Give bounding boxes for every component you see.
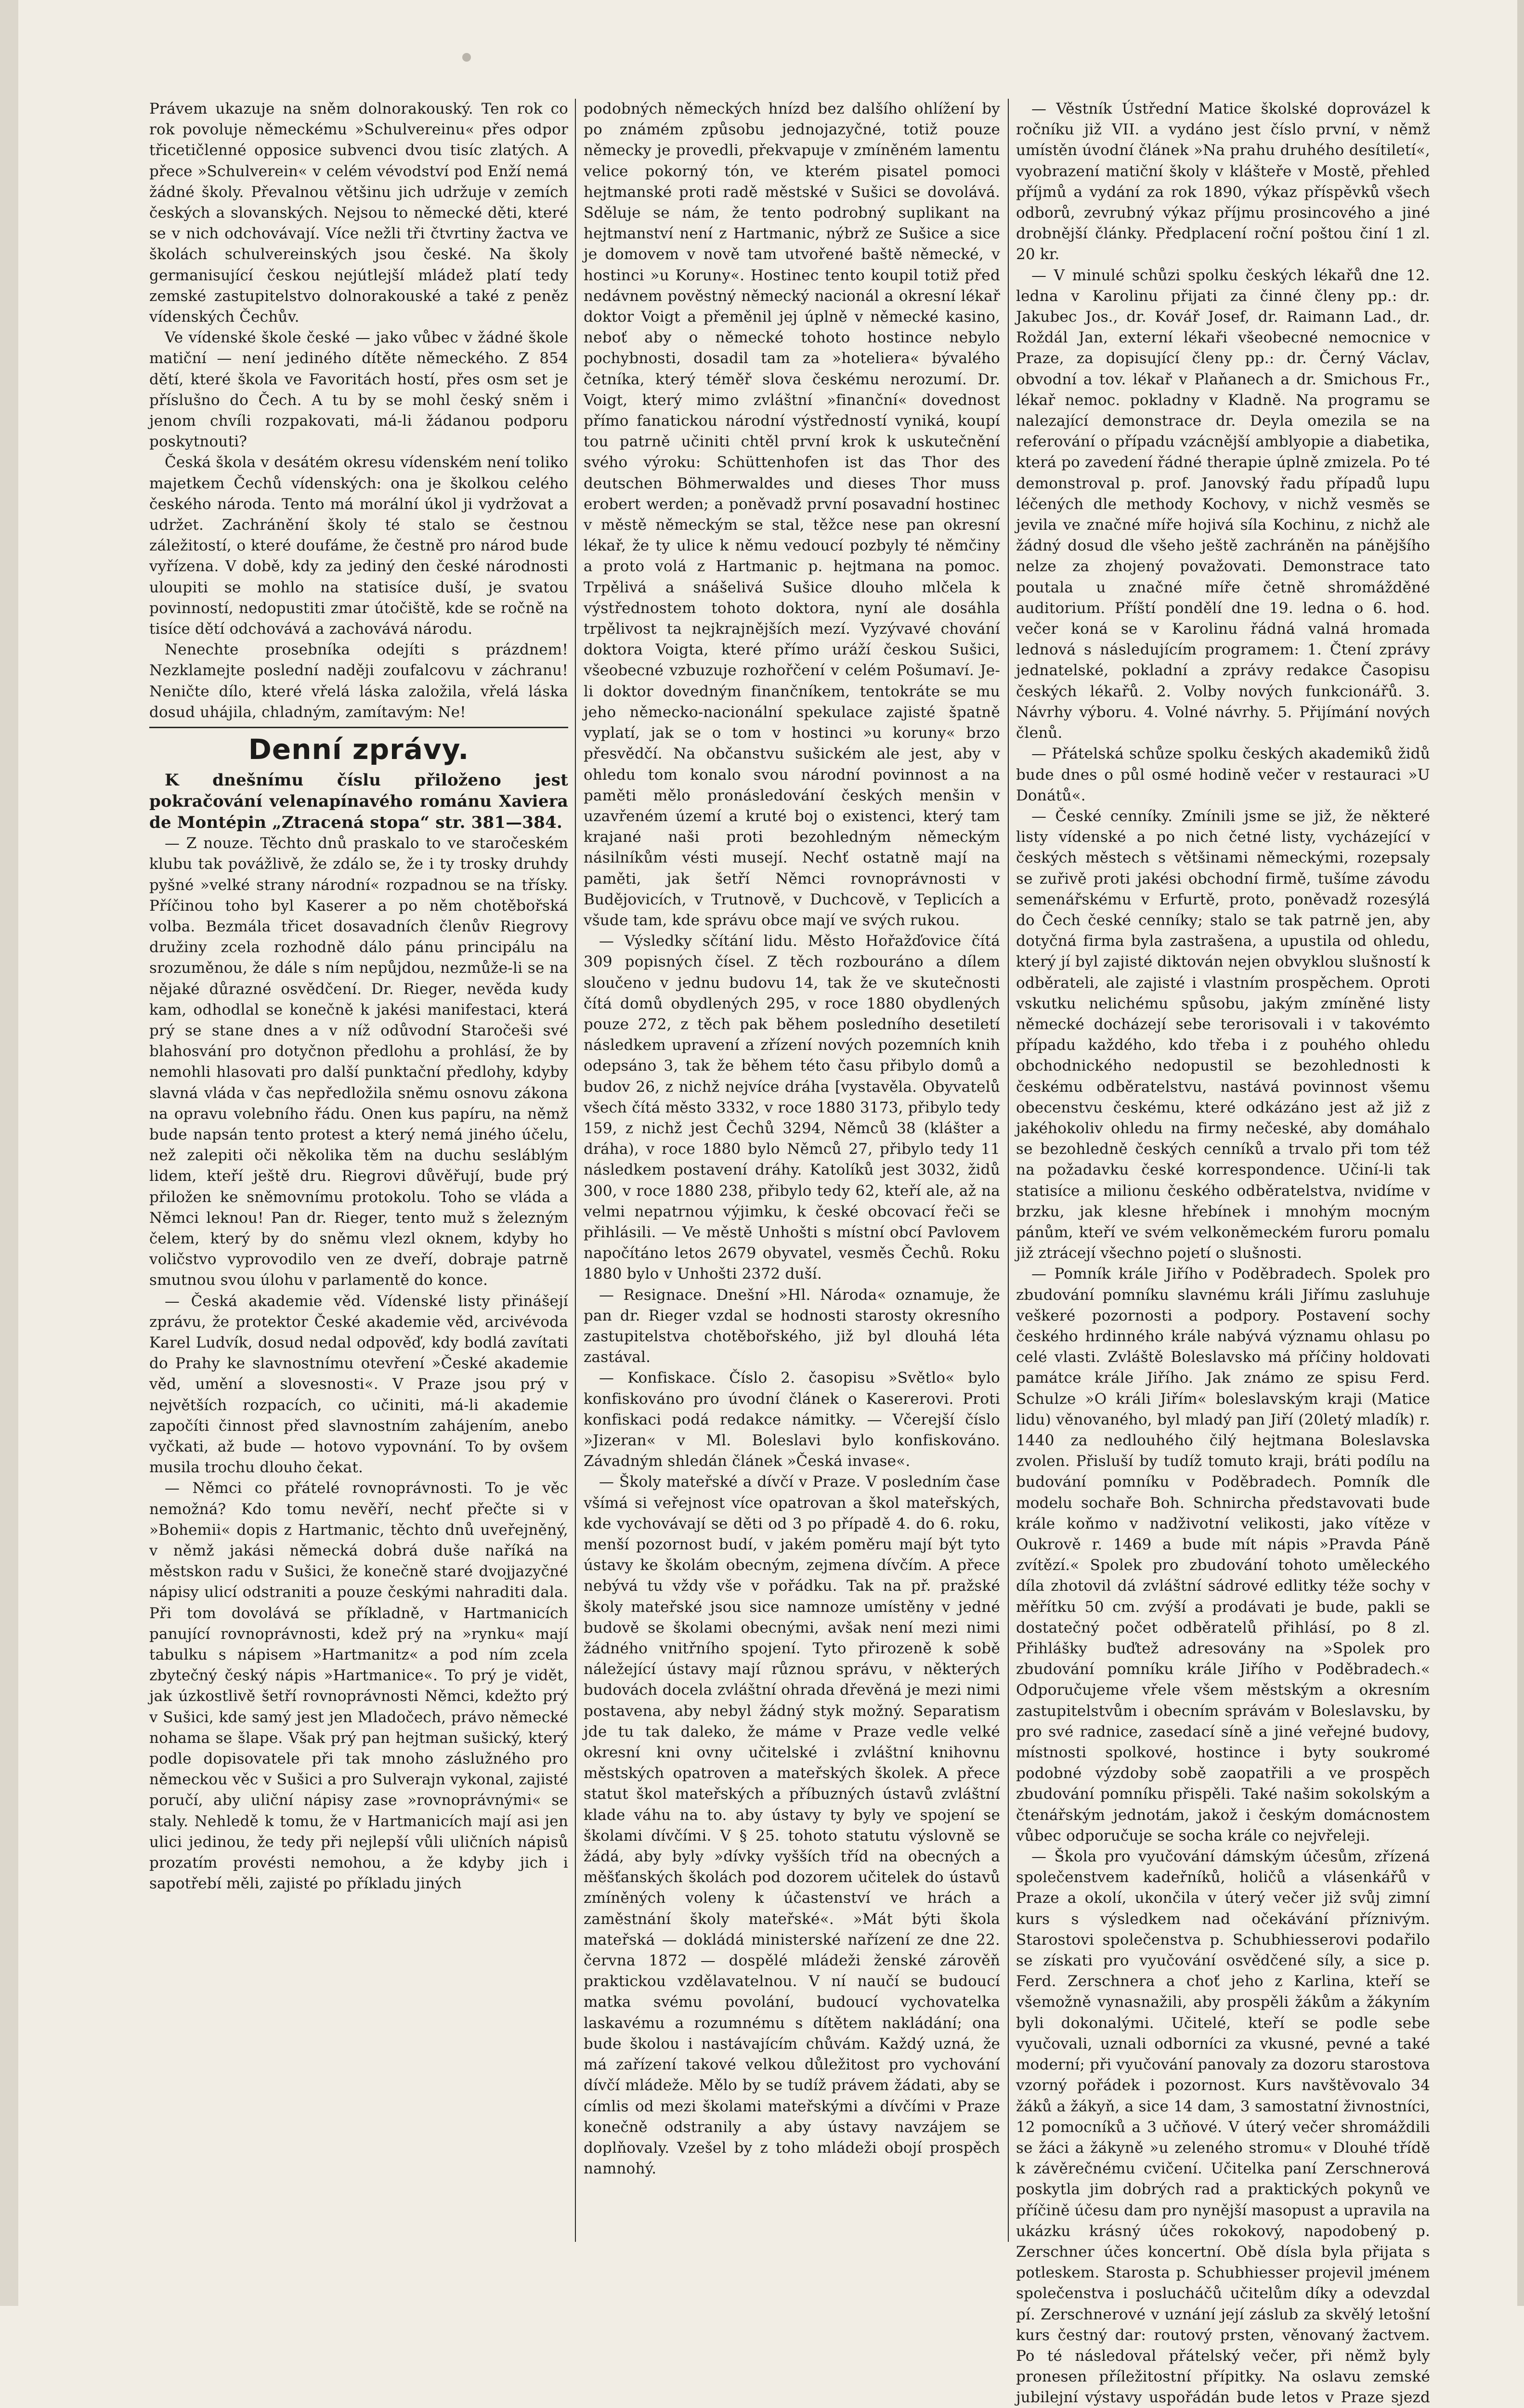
paragraph: Právem ukazuje na sněm dolnorakouský. Ten rok co rok povoluje německému »Schulvereinu« přes odpor třicetičlenné opposice subvenci dvou tisíc zlatých. A přece »Schulverein« v celém vévodství pod Enží nemá žádné školy. Převalnou většinu jich udržuje v zemích českých a slovanských. Nejsou to německé děti, které se v nich odchovávají. Více nežli tři čtvrtiny žactva ve školách schulvereinských jsou české. Na školy germanisující českou nejútlejší mládež platí tedy zemské zastupitelstvo dolnorakouské a také z peněz vídenských Čechův. [149, 100, 568, 326]
paragraph: Ve vídenské škole české — jako vůbec v žádné škole matiční — není jediného dítěte německého. Z 854 dětí, které škola ve Favoritách hostí, přes osm set je příslušno do Čech. A tu by se mohl český sněm i jenom chvíli rozpakovati, má-li žádanou podporu poskytnouti? [149, 329, 568, 451]
newspaper-columns [149, 99, 1430, 2407]
paragraph: — Výsledky sčítání lidu. Město Hořažďovice čítá 309 popisných čísel. Z těch rozbouráno a dílem sloučeno v jednu budovu 14, tak že ve skutečnosti čítá domů obydlených 295, v roce 1880 obydlených pouze 272, z těch pak během posledního desetiletí následkem upravení a zřízení nových pozemních knih odepsáno 3, tak že během této času přibylo domů a budov 26, z nichž nejvíce dráha [vystavěla. Obyvatelů všech čítá město 3332, v roce 1880 3173, přibylo tedy 159, z nichž jest Čechů 3294, Němců 38 (klášter a dráha), v roce 1880 bylo Němců 27, přibylo tedy 11 následkem postavení dráhy. Katolíků jest 3032, židů 300, v roce 1880 238, přibylo tedy 62, kteří ale, až na velmi nepatrnou výjimku, k české obcovací řeči se přihlásili. — Ve městě Unhošti s místní obcí Pavlovem napočítáno letos 2679 obyvatel, vesměs Čechů. Roku 1880 bylo v Unhošti 2372 duší. [584, 932, 1000, 1283]
column-rule [575, 99, 576, 2242]
paragraph: Nenechte prosebníka odejíti s prázdnem! Nezklamejte poslední naději zoufalcovu v záchranu! Neničte dílo, které vřelá láska založila, vřelá láska dosud uhájila, chladným, zamítavým: Ne! [149, 641, 568, 721]
paragraph: Česká škola v desátém okresu vídenském není toliko majetkem Čechů vídenských: ona je školkou celého českého národa. Tento má morální úkol ji vydržovat a udržet. Zachránění školy té stalo se čestnou záležitostí, o které doufáme, že čestně pro národ bude vyřízena. V době, kdy za jediný den české národnosti uloupiti se mohlo na statisíce duší, je svatou povinností, nedopustiti zmar útočiště, kde se ročně na tisíce dětí odchovává a zachovává národu. [149, 454, 568, 638]
paragraph: — Konfiskace. Číslo 2. časopisu »Světlo« bylo konfiskováno pro úvodní článek o Kasererovi. Proti konfiskaci podá redakce námitky. — Včerejší číslo »Jizeran« v Ml. Boleslavi bylo konfiskováno. Závadným shledán článek »Česká invase«. [584, 1369, 1000, 1470]
paragraph: — Škola pro vyučování dámským účesům, zřízená společenstvem kadeřníků, holičů a vlásenkářů v Praze a okolí, ukončila v úterý večer již svůj zimní kurs s výsledkem nad očekávání příznivým. Starostovi společenstva p. Schubhiesserovi podařilo se získati pro vyučování osvědčené síly, a sice p. Ferd. Zerschnera a choť jeho z Karlina, kteří se všemožně vynasnažili, aby prospěli žákům a žákyním byli dokonalými. Učitelé, kteří se podle sebe vyučovali, uznali odborníci za vkusné, pevné a také moderní; při vyučování panovaly za dozoru starostova vzorný pořádek i pozornost. Kurs navštěvovalo 34 žáků a žákyň, a sice 14 dam, 3 samostatní živnostníci, 12 pomocníků a 3 učňové. V úterý večer shromáždili se žáci a žákyně »u zeleného stromu« v Dlouhé třídě k závěrečnému cvičení. Učitelka paní Zerschnerová poskytla jim dobrých rad a praktických pokynů ve příčině účesu dam pro nynější masopust a upravila na ukázku krásný účes rokokový, napodobený p. Zerschner účes koncertní. Obě dísla byla přijata s potleskem. Starosta p. Schubhiesser projevil jménem společenstva i poslucháčů učitelům díky a odevzdal pí. Zerschnerové v uznání její záslub za skvělý letošní kurs čestný dar: routový prsten, věnovaný žactvem. Po té následoval přátelský večer, při němž byly pronesen příležitostní přípitky. Na oslavu zemské jubilejní výstavy uspořádán bude letos v Praze sjezd [1016, 1848, 1430, 2407]
paragraph: — České cenníky. Zmínili jsme se již, že některé listy vídenské a po nich četné listy, vycházející v českých městech s většinami německými, rozepsaly se zuřivě proti jakési obchodní firmě, tušíme závodu semenářskému v Erfurtě, proto, poněvadž rozesýlá do Čech české cenníky; stalo se tak patrně jen, aby dotyčná firma byla zastrašena, a upustila od ohledu, který jí byl zajisté diktován nejen obvyklou slušností k odběrateli, ale zajisté i vlastním prospěchem. Oproti vskutku nelichému spůsobu, jakým zmíněné listy německé docházejí sebe terorisovali i v takovémto případu každého, kdo třeba i z pouhého ohledu obchodnického nedopustil se bezohlednosti k českému odběratelstvu, nastává povinnost všemu obecenstvu českému, které odkázáno jest až již z jakéhokoliv ohledu na firmy nečeské, aby domáhalo se bezohledně českých cenníků a trvalo při tom též na požadavku české korrespondence. Učiní-li tak statisíce a milionu českého odběratelstva, nvidíme v brzku, jak klesne hřebínek i mnohým mocným pánům, kteří ve svém velkoněmeckém furoru pomalu již ztrácejí všechno pojetí o slušnosti. [1016, 807, 1430, 1262]
binding-hole [462, 53, 471, 62]
lead-paragraph: K dnešnímu číslu přiloženo jest pokračování velenapínavého románu Xaviera de Montépin „Ztracená stopa“ str. 381—384. [149, 771, 568, 833]
paragraph: — V minulé schůzi spolku českých lékařů dne 12. ledna v Karolinu přijati za činné členy pp.: dr. Jakubec Jos., dr. Kovář Josef, dr. Raimann Lad., dr. Roždál Jan, externí lékaři všeobecné nemocnice v Praze, za dopisující členy pp.: dr. Černý Václav, obvodní a tov. lékař v Plaňanech a dr. Smichous Fr., lékař nemoc. pokladny v Kladně. Na programu se nalezající demonstrace dr. Deyla omezila se na referování o případu vzácnější amblyopie a diabetika, která po zavedení řádné therapie úplně zmizela. Po té demonstroval p. prof. Janovský řadu případů lupu léčených dle methody Kochovy, v nichž vesměs se jevila ve značné míře hojivá síla Kochinu, z nichž ale žádný dosud dle všeho ještě zachráněn na pánějšího nelze za zhojený považovati. Demonstrace tato poutala u značné míře četně shromážděné auditorium. Příští pondělí dne 19. ledna o 6. hod. večer koná se v Karolinu řádná valná hromada lednová s následujícím programem: 1. Čtení zprávy jednatelské, pokladní a zprávy redakce Časopisu českých lékařů. 2. Volby nových funkcionářů. 3. Návrhy výboru. 4. Volné návrhy. 5. Přijímání nových členů. [1016, 266, 1430, 742]
paragraph: — Věstník Ústřední Matice školské doprovázel k ročníku již VII. a vydáno jest číslo první, v němž umístěn úvodní článek »Na prahu druhého desítiletí«, vyobrazení matiční školy v klášteře v Mostě, přehled příjmů a vydání za rok 1890, výkaz příspěvků všech odborů, zevrubný výkaz příjmu prosincového a jiné drobnější články. Předplacení roční poštou činí 1 zl. 20 kr. [1016, 100, 1430, 263]
section-heading: Denní zprávy. [248, 733, 469, 766]
paragraph: — Němci co přátelé rovnoprávnosti. To je věc nemožná? Kdo tomu nevěří, nechť přečte si v »Bohemii« dopis z Hartmanic, těchto dnů uveřejněný, v němž jakási německá dobrá duše naříká na městskon radu v Sušici, že konečně staré dvojjazyčné nápisy ulicí odstraniti a pouze českými nahraditi dala. Při tom dovolává se příkladně, v Hartmanicích panující rovnoprávnosti, kdež prý na »rynku« mají tabulku s nápisem »Hartmanitz« a pod ním zcela zbytečný český nápis »Hartmanice«. To prý je vidět, jak úzkostlivě šetří rovnoprávnosti Němci, kdežto prý v Sušici, kde samý jest jen Mladočech, právo německé nohama se šlape. Však prý pan hejtman sušický, který podle dopisovatele při tak mnoho záslužného pro německou věc v Sušici a pro Sulverajn vykonal, zajisté poručí, aby uliční nápisy zase »rovnoprávnými« se staly. Nehledě k tomu, že v Hartmanicích mají asi jen ulici jedinou, že tedy při nejlepší vůli uličních nápisů prozatím provésti nemohou, a že kdyby jich i sapotřebí měli, zajisté po příkladu jiných [149, 1479, 568, 1893]
paragraph: — Z nouze. Těchto dnů praskalo to ve staročeském klubu tak povážlivě, že zdálo se, že i ty trosky druhdy pyšné »velké strany národní« rozpadnou se na třísky. Příčinou toho byl Kaserer a po něm chotěbořská volba. Bezmála třicet dosavadních členův Riegrovy družiny zcela rozhodně dálo pánu principálu na srozuměnou, že dále s ním nepůjdou, nezmůže-li se na nějaké důrazné osvědčení. Dr. Rieger, nevěda kudy kam, odhodlal se konečně k jakési manifestaci, která prý se stane dnes a v níž odůvodní Staročeši své blahosvání pro dotyčnon předlohu a prohlásí, že by nemohli hlasovati pro další punktační předlohy, kdyby slavná vláda v čas nepředložila sněmu osnovu zákona na opravu volebního řádu. Onen kus papíru, na němž bude napsán tento protest a který nemá jiného účelu, než zalepiti oči několika těm na duchu sesláblým lidem, kteří ještě dru. Riegrovi důvěřují, bude prý přiložen ke sněmovnímu protokolu. Toho se vláda a Němci leknou! Pan dr. Rieger, tento muž s železným čelem, který by do sněmu vlezl oknem, kdyby ho voličstvo vyprovodilo ven ze dveří, dobraje patrně smutnou svou úlohu v parlamentě do konce. [149, 835, 568, 1289]
section-divider [149, 727, 568, 728]
column-3 [1016, 99, 1430, 2407]
paragraph: — Česká akademie věd. Vídenské listy přinášejí zprávu, že protektor České akademie věd, arcivévoda Karel Ludvík, dosud nedal odpověď, kdy bodlá zavítati do Prahy ke slavnostnímu otevření »České akademie věd, umění a slovesnosti«. V Praze jsou prý v největších rozpacích, co učiniti, má-li akademie započíti činnost před slavnostním zahájením, anebo vyčkati, až bude — hotovo vypovnání. To by ovšem musila trochu dlouho čekat. [149, 1292, 568, 1477]
column-1 [149, 99, 568, 2242]
paragraph: — Přátelská schůze spolku českých akademiků židů bude dnes o půl osmé hodině večer v restauraci »U Donátů«. [1016, 745, 1430, 804]
column-2 [584, 99, 1000, 2242]
column-rule [1008, 99, 1009, 2242]
paragraph: — Pomník krále Jiřího v Poděbradech. Spolek pro zbudování pomníku slavnému králi Jiřímu zasluhuje veškeré pozornosti a podpory. Postavení sochy českého hrdinného krále nabývá významu ohlasu po celé vlasti. Zvláště Boleslavsko má příčiny holdovati památce krále Jiřího. Jak známo ze spisu Ferd. Schulze »O králi Jiřím« boleslavským kraji (Matice lidu) věnovaného, byl mladý pan Jiří (20letý mladík) r. 1440 za nedlouhého čilý hejtmana Boleslavska zvolen. Přisluší by tudíž tomuto kraji, bráti podílu na budování pomníku v Poděbradech. Pomník dle modelu sochaře Boh. Schnircha představovati bude krále koňmo v nadživotní velikosti, jako vítěze v Oukrově r. 1469 a bude mít nápis »Pravda Páně zvítězí.« Spolek pro zbudování tohoto uměleckého díla zhotovil dá zvláštní sádrové edlitky téže sochy v měřítku 50 cm. zvýší a prodávati je bude, pakli se dostatečný počet odběratelů přihlásí, po 8 zl. Přihlášky buďtež adresovány na »Spolek pro zbudování pomníku krále Jiřího v Poděbradech.« Odporučujeme vřele všem městským a okresním zastupitelstvům i obecním správám v Boleslavsku, by pro své radnice, zasedací síně a jiné veřejné budovy, místnosti spolkové, hostince i byty soukromé podobné výzdoby sobě zaopatřili a ve prospěch zbudování pomníku přispěli. Také našim sokolským a čtenářským jednotám, jakož i českým domácnostem vůbec odporučuje se socha krále co nejvřeleji. [1016, 1265, 1430, 1845]
paragraph: podobných německých hnízd bez dalšího ohlížení by po známém způsobu jednojazyčné, totiž pouze německy je provedli, překvapuje v zmíněném lamentu velice pokorný tón, ve kterém pisatel pomoci hejtmanské proti radě městské v Sušici se dovolává. Sděluje se nám, že tento podrobný suplikant na hejtmanství není z Hartmanic, nýbrž ze Sušice a sice je domovem v nově tam utvořené baště německé, v hostinci »u Koruny«. Hostinec tento koupil totiž před nedávnem pověstný německý nacionál a okresní lékař doktor Voigt a přeměnil jej úplně v německé kasino, neboť aby o německé tohoto hostince nebylo pochybnosti, dosadil tam za »hoteliera« bývalého četníka, který téměř slova českému nerozumí. Dr. Voigt, který mimo zvláštní »finanční« dovednost přímo fanatickou národní výstředností vyniká, koupí tou patrně učiniti chtěl první krok k uskutečnění svého výroku: Schüttenhofen ist das Thor des deutschen Böhmerwaldes und dieses Thor muss erobert werden; a poněvadž první posavadní hostinec v městě německým se stal, těžce nese pan okresní lékař, že ty ulice k němu vedoucí pozbyly té němčiny a proto volá z Hartmanic p. hejtmana na pomoc. Trpělivá a snášelivá Sušice dlouho mlčela k výstřednostem tohoto doktora, nyní ale dosáhla trpělivost ta nejkrajnějších mezí. Vyzývavé chování doktora Voigta, které přímo uráží českou Sušici, všeobecné vzbuzuje rozhořčení v celém Pošumaví. Je-li doktor dovedným finančníkem, tentokráte se mu jeho německo-nacionální spekulace zajisté špatně vyplatí, jak se o tom v hostinci »u koruny« brzo přesvědčí. Na občanstvu sušickém ale jest, aby v ohledu tom konalo svou národní povinnost a na paměti mělo pronásledování českých menšin v uzavřeném území a kruté boj o existenci, který tam krajané naši proti bezohledným německým násilníkům vésti musejí. Nechť ostatně mají na paměti, jak šetří Němci rovnoprávnosti v Budějovicích, v Trutnově, v Duchcově, v Teplicích a všude tam, kde správu obce mají ve svých rukou. [584, 100, 1000, 929]
paragraph: — Školy mateřské a dívčí v Praze. V posledním čase všímá si veřejnost více opatrovan a škol mateřských, kde vychovávají se děti od 3 po případě 4. do 6. roku, menší pozornost budí, v jakém poměru mají být tyto ústavy ke školám obecným, zejmena dívčím. A přece nebývá tu vždy vše v pořádku. Tak na př. pražské školy mateřské jsou sice namnoze umístěny v jedné budově se školami obecnými, avšak není mezi nimi žádného vnitřního spojení. Tyto přirozeně k sobě náležející ústavy mají různou správu, v některých budovách docela zvláštní ohrada dřevěná je mezi nimi postavena, aby nebyl žádný styk možný. Separatism jde tu tak daleko, že máme v Praze vedle velké okresní kni ovny učitelské i zvláštní knihovnu městských opatroven a mateřských školek. A přece statut škol mateřských a příbuzných ústavů zvláštní klade váhu na to. aby ústavy ty byly ve spojení se školami dívčími. V § 25. tohoto statutu výslovně se žádá, aby byly »dívky vyšších tříd na obecných a měšťanských školách pod dozorem učitelek do ústavů zmíněných voleny k účastenství ve hrách a zaměstnání školy mateřské«. »Mát býti škola mateřská — dokládá ministerské nařízení ze dne 22. června 1872 — dospělé mládeži ženské zárověň praktickou vzdělavatelnou. V ní naučí se budoucí matka svému povolání, budoucí vychovatelka laskavému a rozumnému s dítětem nakládání; ona bude školou i nastávajícím chůvám. Každý uzná, že má zařízení takové velkou důležitost pro vychování dívčí mládeže. Mělo by se tudíž právem žádati, aby se címlis od mezi školami mateřskými a dívčími v Praze konečně odstranily a aby ústavy navzájem se doplňovaly. Vzešel by z toho mládeži obojí prospěch namnohý. [584, 1473, 1000, 2178]
paragraph: — Resignace. Dnešní »Hl. Národa« oznamuje, že pan dr. Rieger vzdal se hodnosti starosty okresního zastupitelstva chotěbořského, již byl dlouhá léta zastával. [584, 1286, 1000, 1366]
